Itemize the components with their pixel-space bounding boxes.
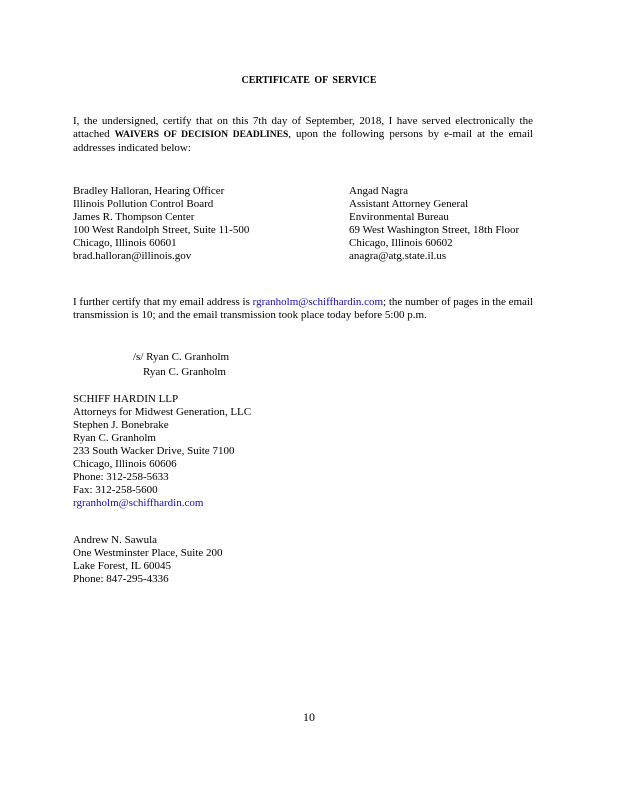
recipient-line: Chicago, Illinois 60602 <box>349 237 453 249</box>
firm-line: Stephen J. Bonebrake <box>73 419 169 431</box>
recipient-line: Illinois Pollution Control Board <box>73 198 214 210</box>
intro-text-before: I, the undersigned, certify that on this 7th day of September, 2018, I have served electronically the attached <box>73 115 533 140</box>
firm-line: Fax: 312-258-5600 <box>73 484 158 496</box>
page-number: 10 <box>303 710 315 724</box>
document-title-bold: WAIVERS OF DECISION DEADLINES <box>114 130 289 140</box>
certify-text-before: I further certify that my email address is <box>73 296 253 308</box>
sawula-line: Lake Forest, IL 60045 <box>73 560 171 572</box>
firm-line: Attorneys for Midwest Generation, LLC <box>73 406 252 418</box>
firm-line: Ryan C. Granholm <box>73 432 156 444</box>
recipient-nagra <box>349 185 519 263</box>
sawula-block <box>73 534 223 586</box>
recipient-line: Bradley Halloran, Hearing Officer <box>73 185 225 197</box>
intro-paragraph <box>73 115 533 155</box>
signature-name: Ryan C. Granholm <box>143 366 226 378</box>
firm-line: 233 South Wacker Drive, Suite 7100 <box>73 445 235 457</box>
firm-line: SCHIFF HARDIN LLP <box>73 393 179 405</box>
certify-email-link[interactable]: rgranholm@schiffhardin.com <box>252 296 384 308</box>
sawula-line: One Westminster Place, Suite 200 <box>73 547 223 559</box>
recipient-line: 100 West Randolph Street, Suite 11-500 <box>73 224 250 236</box>
sawula-line: Andrew N. Sawula <box>73 534 158 546</box>
recipient-line: Angad Nagra <box>349 185 408 197</box>
recipient-line: 69 West Washington Street, 18th Floor <box>349 224 520 236</box>
recipient-line: Assistant Attorney General <box>349 198 469 210</box>
recipient-email[interactable]: anagra@atg.state.il.us <box>349 250 447 262</box>
signature-line: /s/ Ryan C. Granholm <box>133 351 230 363</box>
certify-paragraph <box>73 296 533 322</box>
page-title: CERTIFICATE OF SERVICE <box>241 75 377 86</box>
firm-email-link[interactable]: rgranholm@schiffhardin.com <box>73 497 204 509</box>
recipient-email[interactable]: brad.halloran@illinois.gov <box>73 250 192 262</box>
recipient-line: Environmental Bureau <box>349 211 449 223</box>
firm-line: Chicago, Illinois 60606 <box>73 458 177 470</box>
recipient-halloran <box>73 185 249 263</box>
sawula-line: Phone: 847-295-4336 <box>73 573 169 585</box>
certify-text-after: ; the number of pages in the email transmission is 10; and the email transmission took place today before 5:00 p.m. <box>73 296 534 321</box>
intro-text-after: , upon the following persons by e-mail at the email addresses indicated below: <box>73 128 533 154</box>
recipient-line: James R. Thompson Center <box>73 211 195 223</box>
recipient-line: Chicago, Illinois 60601 <box>73 237 177 249</box>
firm-line: Phone: 312-258-5633 <box>73 471 169 483</box>
firm-block <box>73 393 251 510</box>
